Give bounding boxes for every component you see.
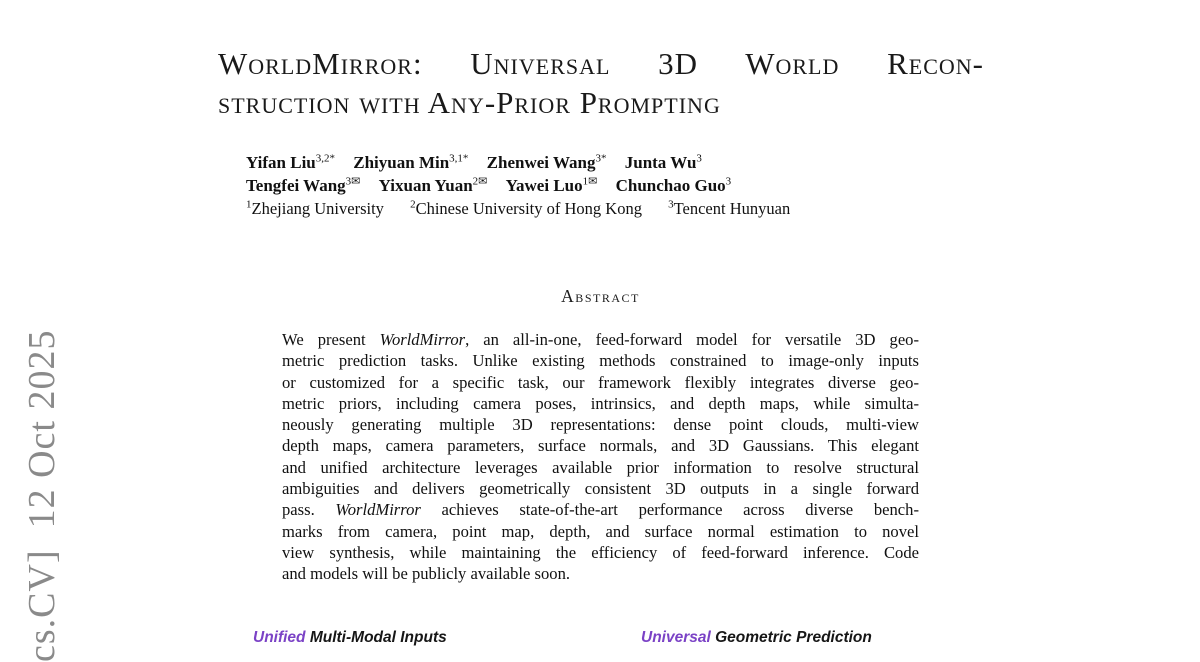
author-name: Chunchao Guo$^3$ bbox=[615, 174, 732, 195]
author-affiliation-mark: 3 bbox=[696, 152, 702, 165]
author-name: Junta Wu$^3$ bbox=[624, 152, 702, 172]
arxiv-stamp: cs.CV] 12 Oct 2025 bbox=[21, 329, 63, 662]
author-name: Yixuan Yuan$^{2✉}$ bbox=[378, 174, 488, 195]
author-row-1 bbox=[246, 152, 926, 175]
paper-title-line-2: struction with Any-Prior Prompting bbox=[218, 85, 721, 120]
affiliation-number: 3 bbox=[668, 198, 674, 211]
figure-label-inputs-rest: Multi-Modal Inputs bbox=[305, 629, 447, 646]
abstract-line: metric priors, including camera poses, intrinsics, and depth maps, while simulta- bbox=[282, 393, 919, 413]
affiliation: $^1$Zhejiang University bbox=[246, 198, 384, 218]
author-affiliation-mark: 3✉ bbox=[345, 174, 361, 187]
author-block bbox=[246, 152, 926, 221]
abstract-line: or customized for a specific task, our framework flexibly integrates diverse geo- bbox=[282, 372, 919, 392]
author-affiliation-mark: 3 bbox=[725, 174, 732, 187]
author-affiliation-mark: 3,2* bbox=[315, 152, 336, 165]
author-name: Tengfei Wang$^{3✉}$ bbox=[246, 174, 361, 195]
author-name: Yifan Liu$^{3,2*}$ bbox=[246, 152, 336, 172]
abstract-line: marks from camera, point map, depth, and surface normal estimation to novel bbox=[282, 521, 919, 541]
author-name: Yawei Luo$^{1✉}$ bbox=[505, 174, 598, 195]
figure-label-inputs-highlight: Unified bbox=[253, 629, 306, 646]
paper-title bbox=[218, 44, 984, 122]
paper-title-line-1: WorldMirror: Universal 3D World Recon- bbox=[218, 46, 984, 81]
figure-label-prediction-rest: Geometric Prediction bbox=[710, 629, 872, 646]
abstract-heading: Abstract bbox=[561, 286, 640, 306]
abstract-line: neously generating multiple 3D representations: dense point clouds, multi-view bbox=[282, 415, 919, 435]
affiliation: $^2$Chinese University of Hong Kong bbox=[410, 198, 642, 218]
author-affiliation-mark: 1✉ bbox=[582, 174, 598, 187]
abstract-line: pass. WorldMirror achieves state-of-the-art performance across diverse bench- bbox=[282, 500, 919, 520]
abstract-line: ambiguities and delivers geometrically consistent 3D outputs in a single forward bbox=[282, 479, 919, 499]
abstract-line: metric prediction tasks. Unlike existing methods constrained to image-only inputs bbox=[282, 351, 919, 371]
author-name: Zhiyuan Min$^{3,1*}$ bbox=[353, 152, 469, 172]
author-affiliation-mark: 3* bbox=[595, 152, 607, 165]
author-name: Zhenwei Wang$^{3*}$ bbox=[486, 152, 607, 172]
figure-label-prediction-highlight: Universal bbox=[641, 629, 711, 646]
abstract-line: and unified architecture leverages available prior information to resolve structural bbox=[282, 457, 919, 477]
affiliation-number: 2 bbox=[410, 198, 416, 211]
figure-label-prediction bbox=[641, 629, 872, 647]
affiliation-number: 1 bbox=[246, 198, 252, 211]
affiliation: $^3$Tencent Hunyuan bbox=[668, 198, 791, 218]
abstract-line: view synthesis, while maintaining the efficiency of feed-forward inference. Code bbox=[282, 542, 919, 562]
figure-label-inputs bbox=[253, 629, 447, 647]
author-row-2 bbox=[246, 175, 926, 198]
abstract-line: depth maps, camera parameters, surface normals, and 3D Gaussians. This elegant bbox=[282, 436, 919, 456]
author-affiliation-mark: 2✉ bbox=[472, 174, 488, 187]
abstract-line: and models will be publicly available soon. bbox=[282, 564, 571, 584]
affiliation-row bbox=[246, 198, 926, 221]
author-affiliation-mark: 3,1* bbox=[449, 152, 469, 165]
abstract-line: We present WorldMirror, an all-in-one, feed-forward model for versatile 3D geo- bbox=[282, 330, 920, 349]
abstract-text bbox=[282, 329, 919, 585]
